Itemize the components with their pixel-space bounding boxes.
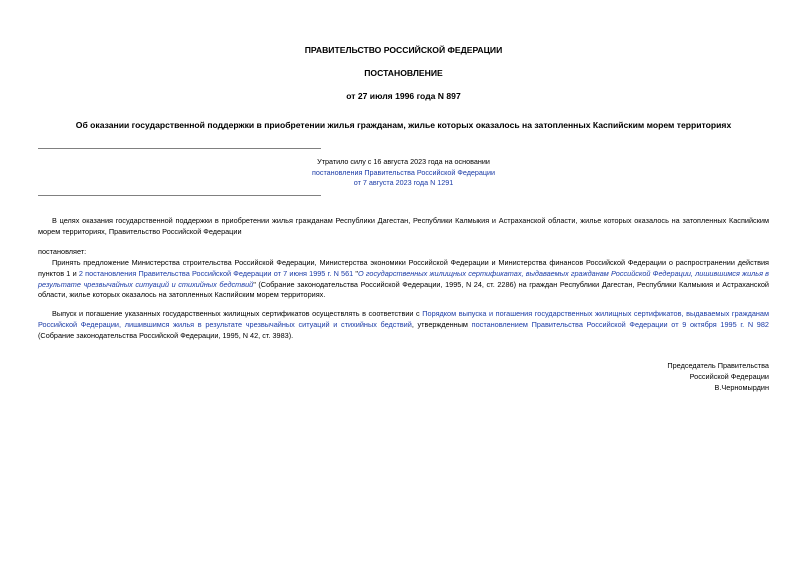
point-1-paragraph: [38, 258, 769, 301]
status-line: Утратило силу с 16 августа 2023 года на основании: [317, 157, 490, 166]
point-2-paragraph: [38, 309, 769, 341]
certificate-procedure-link[interactable]: Порядком выпуска и погашения государственных жилищных сертификатов, выдаваемых гражданам Российской Федерации, лишившимся жилья в результате чрезвычайных ситуаций и стихийных бедствий: [38, 309, 770, 329]
document-type-heading: ПОСТАНОВЛЕНИЕ: [364, 68, 443, 78]
point-2-text-tail: (Собрание законодательства Российской Федерации, 1995, N 42, ст. 3983).: [38, 330, 294, 340]
status-note: [0, 157, 807, 189]
resolves-paragraph: постановляет:: [38, 247, 87, 256]
point-2-link[interactable]: 2: [78, 268, 83, 278]
quote-open: ": [353, 268, 359, 278]
decree-982-link[interactable]: постановлением Правительства Российской Федерации от 9 октября 1995 г. N 982: [471, 319, 769, 329]
repeal-decree-date-link[interactable]: от 7 августа 2023 года N 1291: [353, 178, 454, 187]
signature-body: Российской Федерации: [689, 371, 769, 381]
divider-top: [38, 148, 321, 149]
repeal-decree-link[interactable]: постановления Правительства Российской Федерации: [311, 167, 496, 177]
signature-block: [667, 361, 769, 393]
point-1-text-tail: " (Собрание законодательства Российской Федерации, 1995, N 24, ст. 2286) на граждан Республики Дагестан, Республики Калмыкия и Астраханской области, жилье которых оказалось на затопленных Каспийским морем территориях.: [38, 279, 769, 300]
decree-561-title-link[interactable]: О государственных жилищных сертификатах, выдаваемых гражданам Российской Федерации, лишившимся жилья в результате чрезвычайных ситуаций и стихийных бедствий: [38, 268, 769, 289]
decree-561-link[interactable]: постановления Правительства Российской Федерации от 7 июня 1995 г. N 561: [85, 268, 354, 278]
point-1-text: Принять предложение Министерства строительства Российской Федерации, Министерства экономики Российской Федерации и Министерства финансов Российской Федерации о распространении действия пунктов 1: [38, 258, 769, 278]
signature-position: Председатель Правительства: [667, 361, 769, 370]
document-date-number: от 27 июля 1996 года N 897: [346, 91, 461, 101]
point-2-text: Выпуск и погашение указанных государственных жилищных сертификатов осуществлять в соответствии с: [52, 309, 423, 318]
divider-bottom: [38, 195, 321, 196]
government-heading: ПРАВИТЕЛЬСТВО РОССИЙСКОЙ ФЕДЕРАЦИИ: [304, 45, 503, 55]
signature-name: В.Черномырдин: [714, 382, 769, 392]
point-2-text: , утвержденным: [411, 319, 472, 329]
document-title: Об оказании государственной поддержки в приобретении жилья гражданам, жилье которых оказалось на затопленных Каспийским морем территориях: [75, 120, 732, 130]
point-1-text: и: [70, 268, 79, 278]
preamble-paragraph: В целях оказания государственной поддержки в приобретении жилья гражданам Республики Дагестан, Республики Калмыкия и Астраханской области, жилье которых оказалось на затопленных Каспийским морем территориях, Правительство Российской Федерации: [38, 216, 769, 236]
